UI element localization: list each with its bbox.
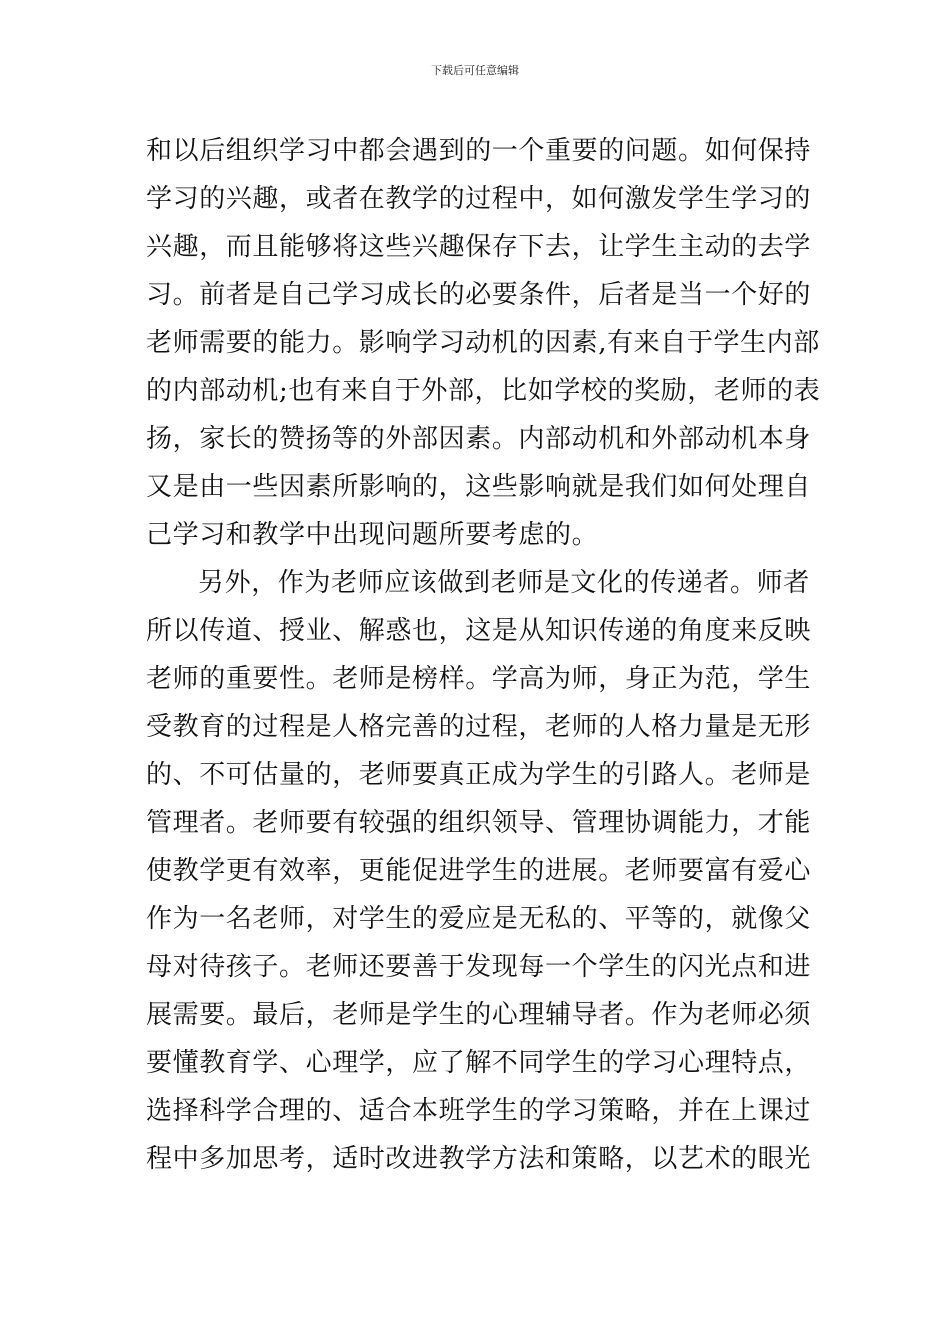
text-line: 兴趣，而且能够将这些兴趣保存下去，让学生主动的去学 (146, 232, 812, 262)
text-line: 另外，作为老师应该做到老师是文化的传递者。师者 (198, 568, 810, 598)
text-line: 要懂教育学、心理学，应了解不同学生的学习心理特点， (146, 1048, 812, 1078)
text-line: 学习的兴趣，或者在教学的过程中，如何激发学生学习的 (146, 184, 812, 214)
page-header: 下载后可任意编辑 (431, 64, 519, 77)
text-line: 己学习和教学中出现问题所要考虑的。 (146, 520, 599, 550)
text-line: 母对待孩子。老师还要善于发现每一个学生的闪光点和进 (146, 952, 812, 982)
text-line: 老师需要的能力。影响学习动机的因素,有来自于学生内部 (146, 328, 820, 358)
text-line: 又是由一些因素所影响的，这些影响就是我们如何处理自 (146, 472, 812, 502)
text-line: 习。前者是自己学习成长的必要条件，后者是当一个好的 (146, 280, 812, 310)
text-line: 老师的重要性。老师是榜样。学高为师，身正为范，学生 (146, 664, 812, 694)
text-line: 所以传道、授业、解惑也，这是从知识传递的角度来反映 (146, 616, 812, 646)
text-line: 程中多加思考，适时改进教学方法和策略，以艺术的眼光 (146, 1144, 812, 1174)
text-line: 和以后组织学习中都会遇到的一个重要的问题。如何保持 (146, 136, 812, 166)
text-line: 扬，家长的赞扬等的外部因素。内部动机和外部动机本身 (146, 424, 812, 454)
text-line: 管理者。老师要有较强的组织领导、管理协调能力，才能 (146, 808, 812, 838)
text-line: 选择科学合理的、适合本班学生的学习策略，并在上课过 (146, 1096, 812, 1126)
text-line: 的内部动机;也有来自于外部，比如学校的奖励，老师的表 (146, 376, 821, 406)
text-line: 展需要。最后，老师是学生的心理辅导者。作为老师必须 (146, 1000, 812, 1030)
text-line: 作为一名老师，对学生的爱应是无私的、平等的，就像父 (146, 904, 812, 934)
text-line: 的、不可估量的，老师要真正成为学生的引路人。老师是 (146, 760, 812, 790)
body-text (146, 127, 821, 1183)
text-line: 受教育的过程是人格完善的过程，老师的人格力量是无形 (146, 712, 812, 742)
text-line: 使教学更有效率，更能促进学生的进展。老师要富有爱心 (146, 856, 812, 886)
